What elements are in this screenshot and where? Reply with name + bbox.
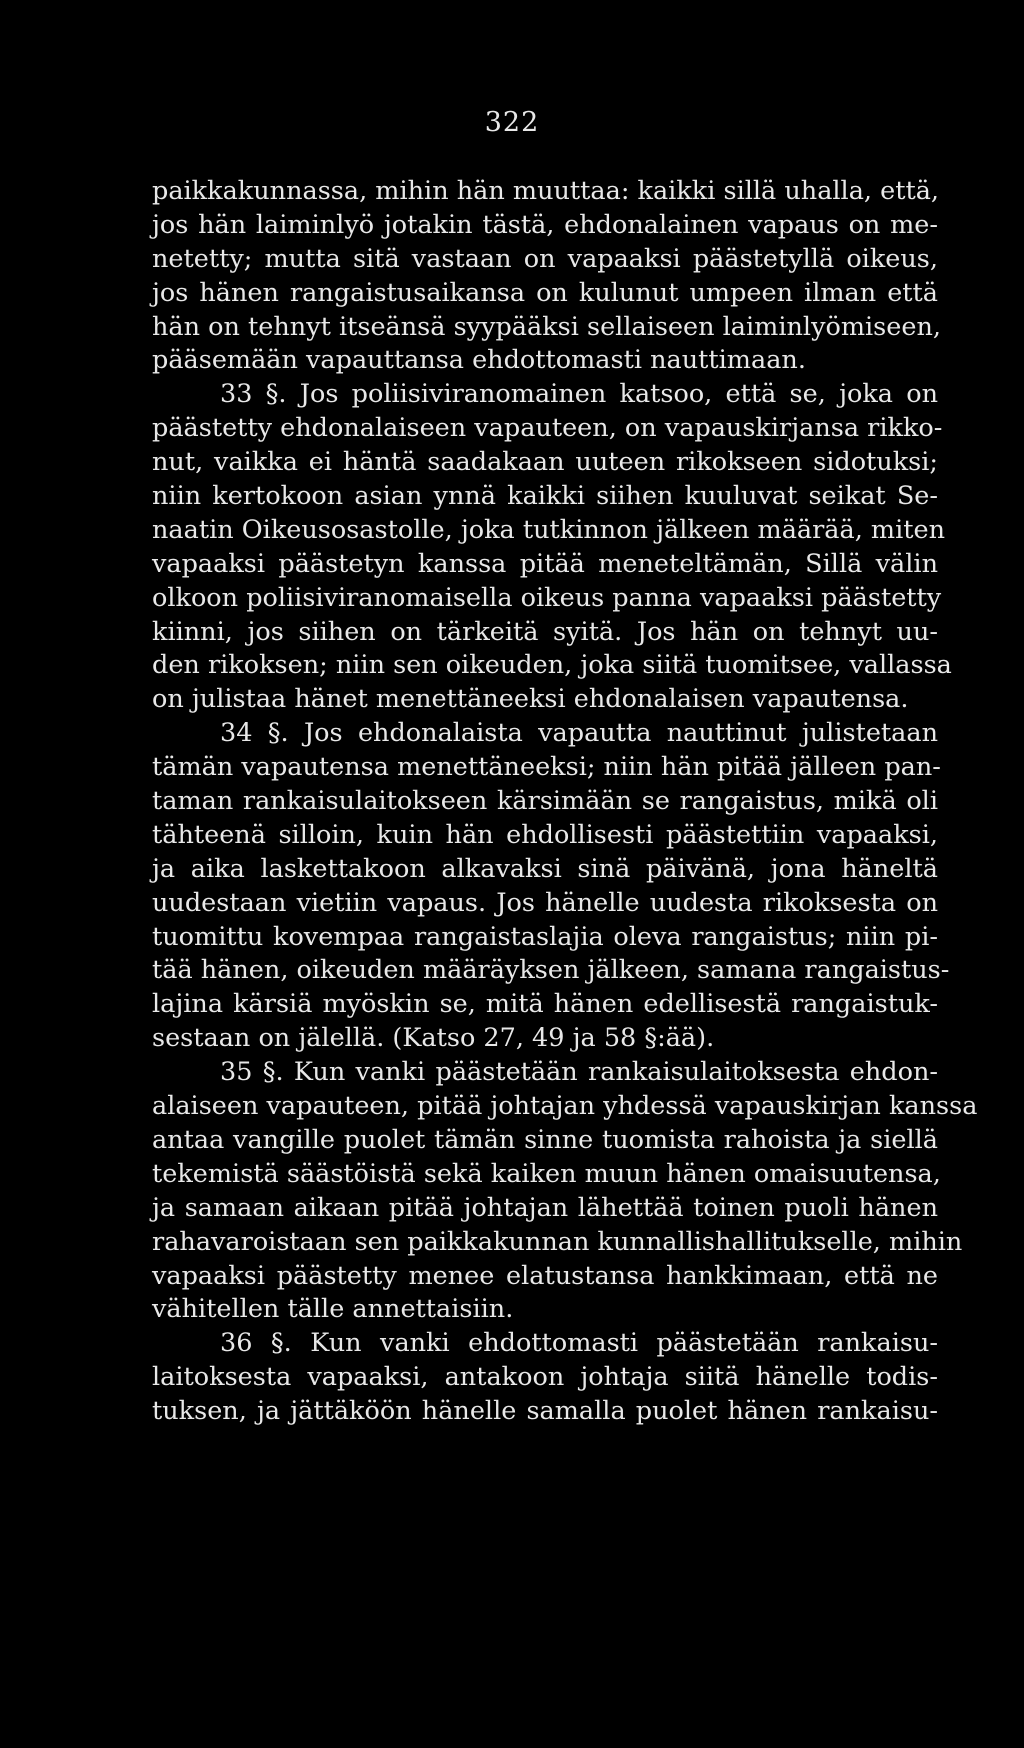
text-line: vähitellen tälle annettaisiin. [152,1294,514,1325]
text-line: niin kertokoon asian ynnä kaikki siihen kuuluvat seikat Se- [152,481,938,512]
text-line: lajina kärsiä myöskin se, mitä hänen edellisestä rangaistuk- [152,989,938,1020]
page-number: 322 [484,107,540,138]
text-line: tuomittu kovempaa rangaistaslajia oleva rangaistus; niin pi- [152,921,938,952]
text-line: taman rankaisulaitokseen kärsimään se rangaistus, mikä oli [152,786,938,817]
text-line: ja aika laskettakoon alkavaksi sinä päivänä, jona häneltä [152,853,938,884]
text-line: tää hänen, oikeuden määräyksen jälkeen, samana rangaistus- [152,955,950,986]
text-line: tämän vapautensa menettäneeksi; niin hän pitää jälleen pan- [152,752,941,783]
text-line: den rikoksen; niin sen oikeuden, joka siitä tuomitsee, vallassa [152,650,952,681]
text-line: vapaaksi päästetyn kanssa pitää meneteltämän, Sillä välin [152,548,938,579]
text-line: laitoksesta vapaaksi, antakoon johtaja siitä hänelle todis- [152,1362,938,1393]
text-line: jos hän laiminlyö jotakin tästä, ehdonalainen vapaus on me- [152,209,938,240]
text-line: uudestaan vietiin vapaus. Jos hänelle uudesta rikoksesta on [152,887,938,918]
text-line: 34 §. Jos ehdonalaista vapautta nauttinut julistetaan [220,718,938,749]
text-line: pääsemään vapauttansa ehdottomasti nauttimaan. [152,345,806,376]
text-line: sestaan on jälellä. (Katso 27, 49 ja 58 §:ää). [152,1023,715,1054]
text-line: antaa vangille puolet tämän sinne tuomista rahoista ja siellä [152,1124,938,1155]
text-line: alaiseen vapauteen, pitää johtajan yhdessä vapauskirjan kanssa [152,1091,978,1122]
text-line: naatin Oikeusosastolle, joka tutkinnon jälkeen määrää, miten [152,514,946,545]
text-line: olkoon poliisiviranomaisella oikeus panna vapaaksi päästetty [152,582,942,613]
text-line: rahavaroistaan sen paikkakunnan kunnallishallitukselle, mihin [152,1226,963,1257]
body-text [152,175,978,1429]
text-line: päästetty ehdonalaiseen vapauteen, on vapauskirjansa rikko- [152,413,943,444]
text-line: paikkakunnassa, mihin hän muuttaa: kaikki sillä uhalla, että, [152,176,940,206]
text-line: 33 §. Jos poliisiviranomainen katsoo, että se, joka on [220,379,938,410]
text-line: tuksen, ja jättäköön hänelle samalla puolet hänen rankaisu- [152,1396,938,1427]
text-line: kiinni, jos siihen on tärkeitä syitä. Jos hän on tehnyt uu- [152,616,938,647]
text-line: ja samaan aikaan pitää johtajan lähettää toinen puoli hänen [152,1192,938,1223]
text-line: vapaaksi päästetty menee elatustansa hankkimaan, että ne [152,1260,938,1291]
text-line: 36 §. Kun vanki ehdottomasti päästetään rankaisu- [220,1328,938,1359]
text-line: netetty; mutta sitä vastaan on vapaaksi päästetyllä oikeus, [152,243,938,274]
text-line: hän on tehnyt itseänsä syypääksi sellaiseen laiminlyömiseen, [152,311,941,342]
text-line: tähteenä silloin, kuin hän ehdollisesti päästettiin vapaaksi, [152,819,938,850]
text-line: tekemistä säästöistä sekä kaiken muun hänen omaisuutensa, [152,1158,941,1189]
text-line: jos hänen rangaistusaikansa on kulunut umpeen ilman että [152,277,938,308]
text-line: on julistaa hänet menettäneeksi ehdonalaisen vapautensa. [152,684,909,715]
text-line: nut, vaikka ei häntä saadakaan uuteen rikokseen sidotuksi; [152,447,938,478]
text-line: 35 §. Kun vanki päästetään rankaisulaitoksesta ehdon- [220,1057,938,1088]
